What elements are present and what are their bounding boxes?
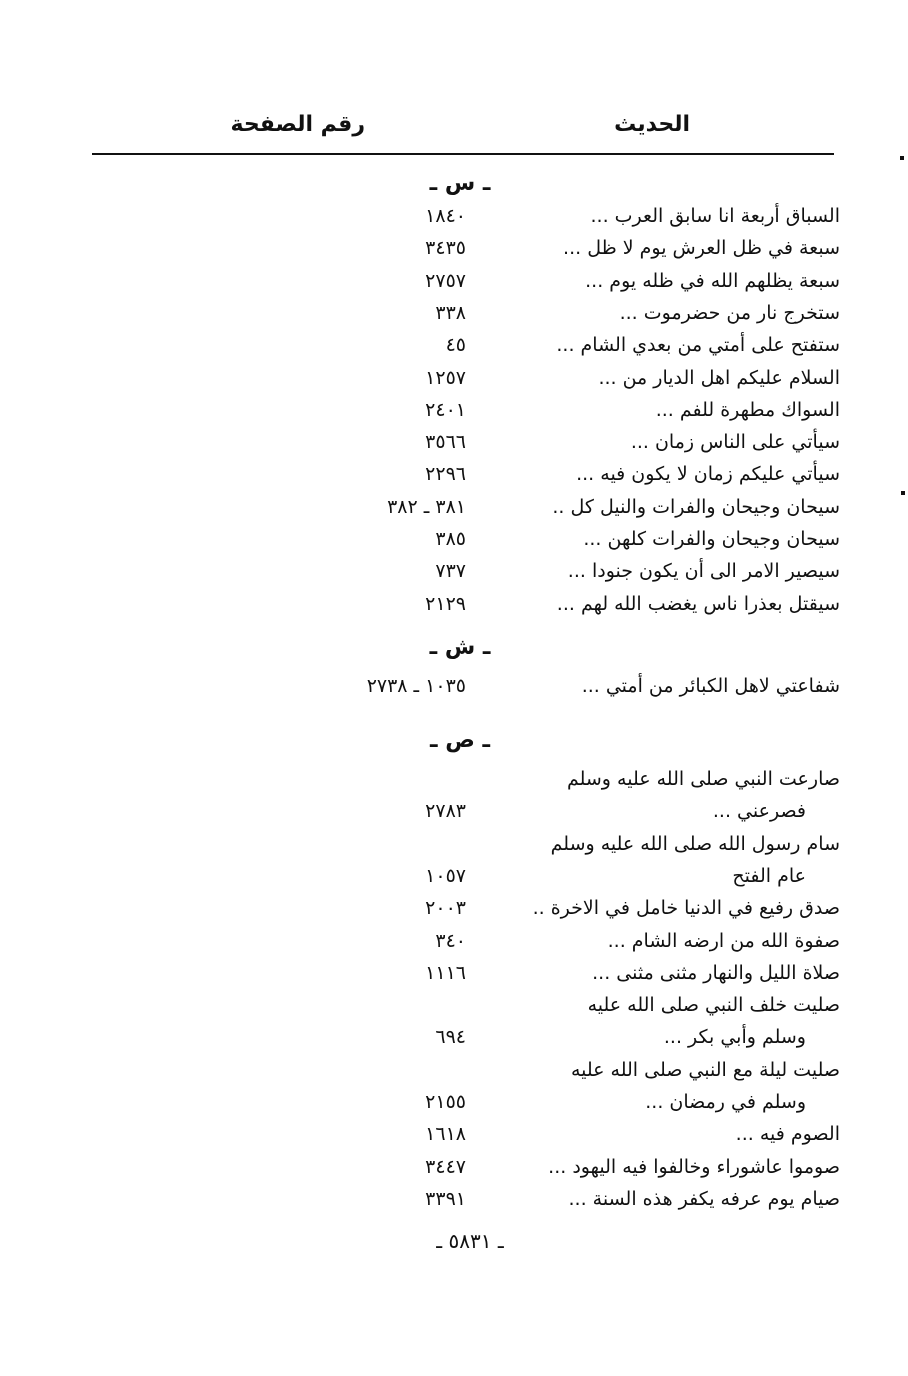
index-entry (0, 1183, 908, 1215)
index-entry (0, 491, 908, 523)
hadith-text: ستخرج نار من حضرموت ... (619, 302, 840, 324)
index-entry (0, 892, 908, 924)
index-entry (0, 1086, 908, 1118)
page-reference: ٢٧٨٣ (425, 800, 466, 822)
header-rule (92, 153, 834, 155)
section-letter: ـ ص ـ (430, 728, 490, 753)
hadith-text: السواك مطهرة للفم ... (655, 399, 840, 421)
scan-speck (900, 156, 904, 160)
hadith-text: صارعت النبي صلى الله عليه وسلم (566, 768, 840, 790)
column-header-page-number: رقم الصفحة (230, 112, 365, 137)
index-entry (0, 925, 908, 957)
page-reference: ٣٣٩١ (425, 1188, 466, 1210)
page-reference: ٢٤٠١ (425, 399, 466, 421)
page-reference: ١٠٣٥ ـ ٢٧٣٨ (366, 675, 466, 697)
hadith-text: سيحان وجيحان والفرات كلهن ... (583, 528, 840, 550)
hadith-text: سيصير الامر الى أن يكون جنودا ... (567, 560, 840, 582)
index-entry (0, 297, 908, 329)
hadith-text: صيام يوم عرفه يكفر هذه السنة ... (568, 1188, 840, 1210)
index-entry (0, 588, 908, 620)
index-entry (0, 555, 908, 587)
page-reference: ٣٤٠ (435, 930, 466, 952)
hadith-text: سيحان وجيحان والفرات والنيل كل .. (552, 496, 840, 518)
page-reference: ١١١٦ (425, 962, 466, 984)
index-entry (0, 394, 908, 426)
page-reference: ٣٤٤٧ (425, 1156, 466, 1178)
section-letter: ـ س ـ (429, 171, 491, 196)
hadith-text: عام الفتح (732, 865, 806, 887)
page-number: ـ ٥٨٣١ ـ (436, 1229, 504, 1253)
hadith-text: سبعة في ظل العرش يوم لا ظل ... (563, 237, 840, 259)
index-entry (0, 458, 908, 490)
hadith-text: سيقتل بعذرا ناس يغضب الله لهم ... (556, 593, 840, 615)
page-reference: ١٨٤٠ (425, 205, 466, 227)
page-reference: ١٦١٨ (425, 1123, 466, 1145)
column-header-hadith: الحديث (614, 112, 690, 137)
index-entry (0, 670, 908, 702)
hadith-text: صفوة الله من ارضه الشام ... (607, 930, 840, 952)
index-entry (0, 426, 908, 458)
index-entry (0, 1118, 908, 1150)
page-reference: ٢٧٥٧ (425, 270, 466, 292)
hadith-text: صوموا عاشوراء وخالفوا فيه اليهود ... (548, 1156, 840, 1178)
page-reference: ٤٥ (445, 334, 466, 356)
hadith-text: سيأتي عليكم زمان لا يكون فيه ... (576, 463, 840, 485)
index-entry (0, 828, 908, 860)
index-entry (0, 329, 908, 361)
hadith-text: الصوم فيه ... (735, 1123, 840, 1145)
hadith-text: وسلم وأبي بكر ... (663, 1026, 806, 1048)
page-reference: ٢١٢٩ (425, 593, 466, 615)
index-entry (0, 362, 908, 394)
hadith-text: السباق أربعة انا سابق العرب ... (590, 205, 840, 227)
index-entry (0, 1151, 908, 1183)
page-reference: ٢٢٩٦ (425, 463, 466, 485)
hadith-text: سام رسول الله صلى الله عليه وسلم (550, 833, 840, 855)
page-reference: ٣٤٣٥ (425, 237, 466, 259)
page-reference: ١٢٥٧ (425, 367, 466, 389)
index-entry (0, 523, 908, 555)
page-reference: ٦٩٤ (435, 1026, 466, 1048)
page-reference: ١٠٥٧ (425, 865, 466, 887)
hadith-text: السلام عليكم اهل الديار من ... (598, 367, 840, 389)
hadith-text: ستفتح على أمتي من بعدي الشام ... (556, 334, 840, 356)
hadith-text: صليت ليلة مع النبي صلى الله عليه (570, 1059, 840, 1081)
hadith-text: صليت خلف النبي صلى الله عليه (587, 994, 840, 1016)
index-entry (0, 265, 908, 297)
index-entry (0, 763, 908, 795)
hadith-text: صلاة الليل والنهار مثنى مثنى ... (592, 962, 840, 984)
hadith-text: فصرعني ... (712, 800, 806, 822)
index-entry (0, 1021, 908, 1053)
hadith-text: شفاعتي لاهل الكبائر من أمتي ... (581, 675, 840, 697)
hadith-text: سيأتي على الناس زمان ... (630, 431, 840, 453)
page-reference: ٣٥٦٦ (425, 431, 466, 453)
index-entry (0, 860, 908, 892)
hadith-text: وسلم في رمضان ... (645, 1091, 806, 1113)
index-entry (0, 989, 908, 1021)
page-reference: ٣٨١ ـ ٣٨٢ (387, 496, 466, 518)
page-reference: ٧٣٧ (435, 560, 466, 582)
page-reference: ٣٨٥ (435, 528, 466, 550)
index-entry (0, 200, 908, 232)
index-entry (0, 795, 908, 827)
page-reference: ٢١٥٥ (425, 1091, 466, 1113)
section-letter: ـ ش ـ (429, 635, 491, 660)
index-entry (0, 1054, 908, 1086)
index-entry (0, 232, 908, 264)
page-reference: ٣٣٨ (435, 302, 466, 324)
hadith-text: صدق رفيع في الدنيا خامل في الاخرة .. (532, 897, 840, 919)
hadith-text: سبعة يظلهم الله في ظله يوم ... (585, 270, 840, 292)
index-entry (0, 957, 908, 989)
page-reference: ٢٠٠٣ (425, 897, 466, 919)
